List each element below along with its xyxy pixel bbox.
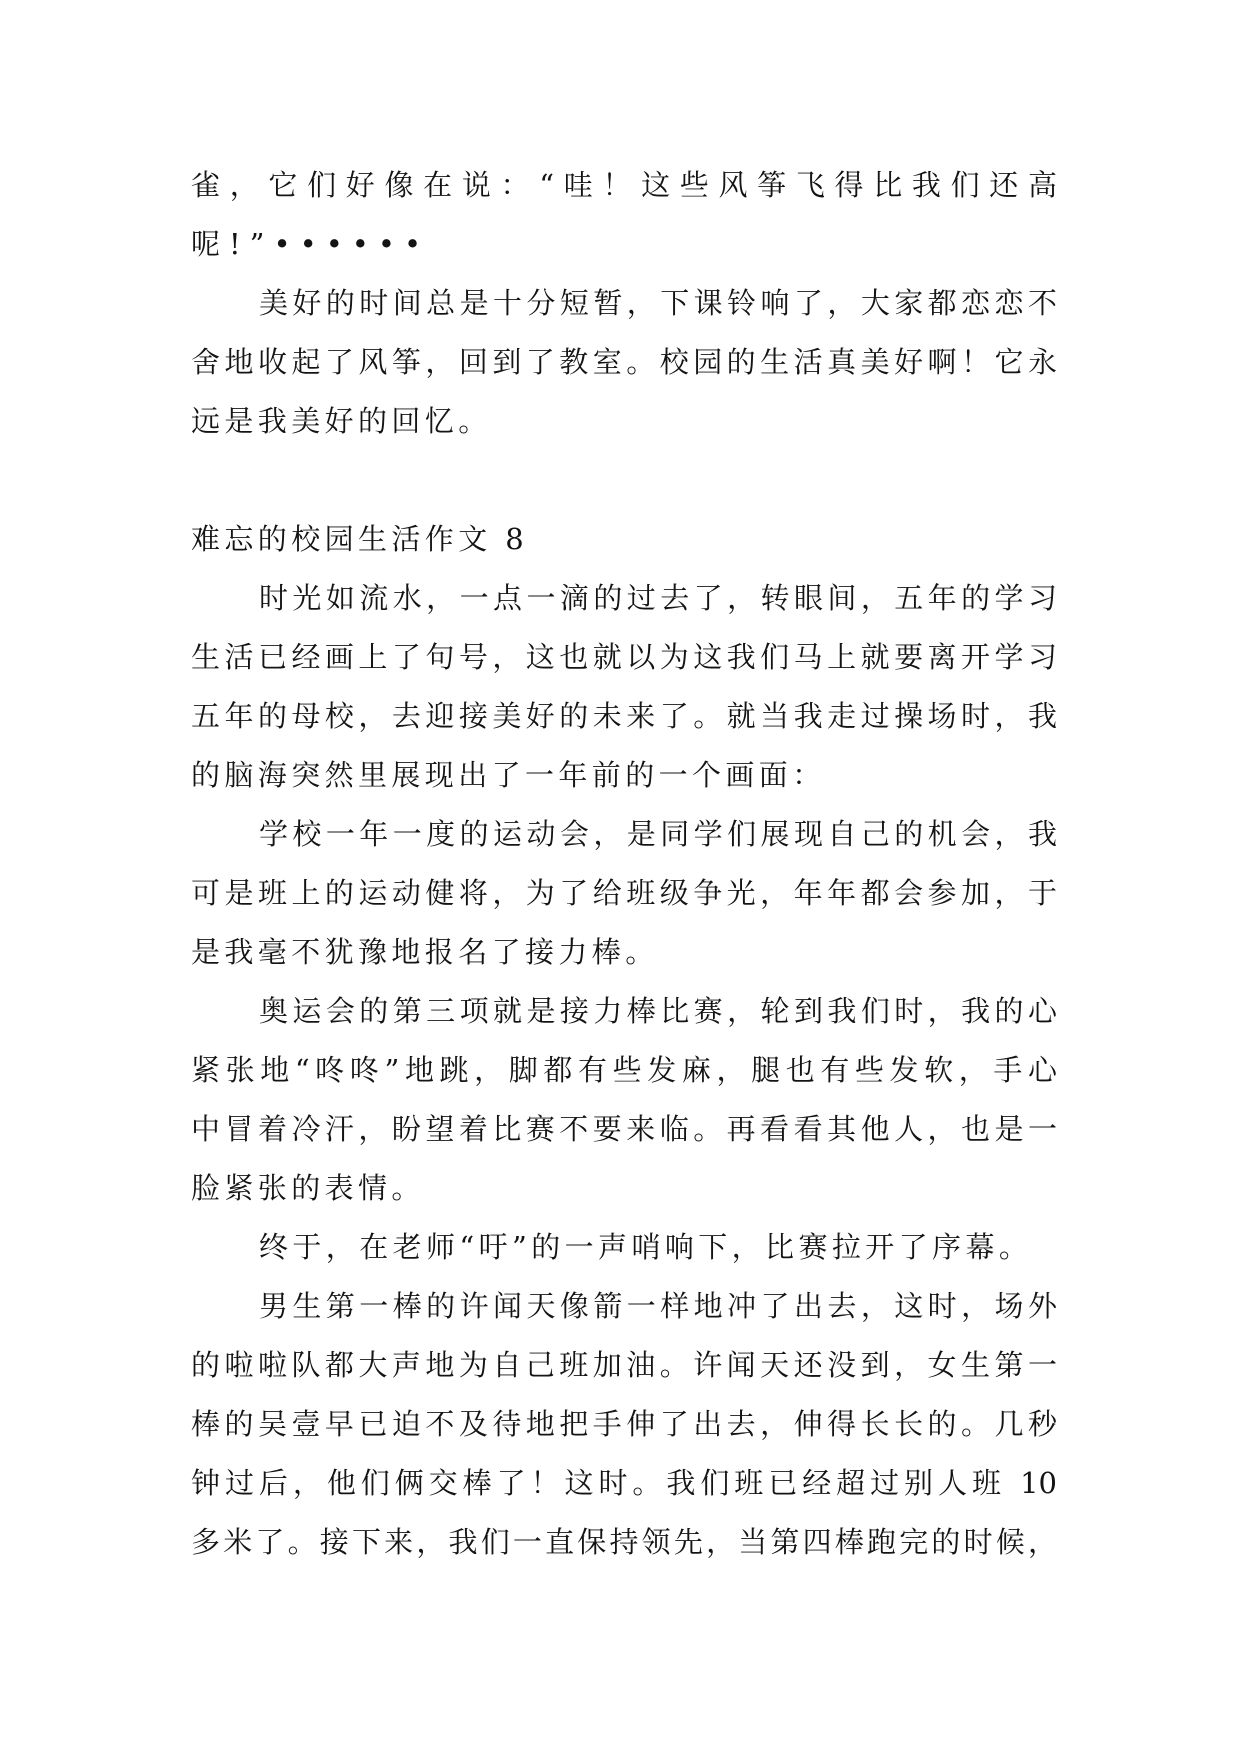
text-line: 中冒着冷汗，盼望着比赛不要来临。再看看其他人，也是一 — [191, 1112, 1057, 1146]
text-line: 终于，在老师“吁”的一声哨响下，比赛拉开了序幕。 — [259, 1230, 1033, 1264]
text-line: 多米了。接下来，我们一直保持领先，当第四棒跑完的时候， — [191, 1525, 1057, 1559]
text-line: 钟过后，他们俩交棒了！这时。我们班已经超过别人班 10 — [191, 1466, 1057, 1500]
text-line: 雀，它们好像在说：“哇！这些风筝飞得比我们还高 — [191, 168, 1057, 202]
text-line: 呢!”•••••• — [191, 227, 431, 261]
text-line: 五年的母校，去迎接美好的未来了。就当我走过操场时，我 — [191, 699, 1057, 733]
text-line: 舍地收起了风筝，回到了教室。校园的生活真美好啊！它永 — [191, 345, 1057, 379]
text-line: 美好的时间总是十分短暂，下课铃响了，大家都恋恋不 — [259, 286, 1057, 320]
text-line: 的啦啦队都大声地为自己班加油。许闻天还没到，女生第一 — [191, 1348, 1057, 1382]
text-line: 紧张地“咚咚”地跳，脚都有些发麻，腿也有些发软，手心 — [191, 1053, 1057, 1087]
text-line: 可是班上的运动健将，为了给班级争光，年年都会参加，于 — [191, 876, 1057, 910]
essay-paragraph — [191, 1277, 1057, 1572]
essay-paragraph — [191, 569, 1057, 805]
text-line: 男生第一棒的许闻天像箭一样地冲了出去，这时，场外 — [259, 1289, 1057, 1323]
text-line: 棒的吴壹早已迫不及待地把手伸了出去，伸得长长的。几秒 — [191, 1407, 1057, 1441]
essay-title: 难忘的校园生活作文 8 — [191, 522, 529, 556]
essay-paragraph — [191, 805, 1057, 982]
document-body — [191, 156, 1057, 1572]
text-line: 奥运会的第三项就是接力棒比赛，轮到我们时，我的心 — [259, 994, 1057, 1028]
text-line: 时光如流水，一点一滴的过去了，转眼间，五年的学习 — [259, 581, 1057, 615]
text-line: 的脑海突然里展现出了一年前的一个画面： — [191, 758, 826, 792]
text-line: 学校一年一度的运动会，是同学们展现自己的机会，我 — [259, 817, 1057, 851]
text-line: 远是我美好的回忆。 — [191, 404, 492, 438]
continued-paragraph — [191, 156, 1057, 274]
text-line: 生活已经画上了句号，这也就以为这我们马上就要离开学习 — [191, 640, 1057, 674]
closing-paragraph — [191, 274, 1057, 451]
essay-paragraph — [191, 982, 1057, 1218]
essay-paragraph — [191, 1218, 1057, 1277]
text-line: 脸紧张的表情。 — [191, 1171, 425, 1205]
text-line: 是我毫不犹豫地报名了接力棒。 — [191, 935, 659, 969]
